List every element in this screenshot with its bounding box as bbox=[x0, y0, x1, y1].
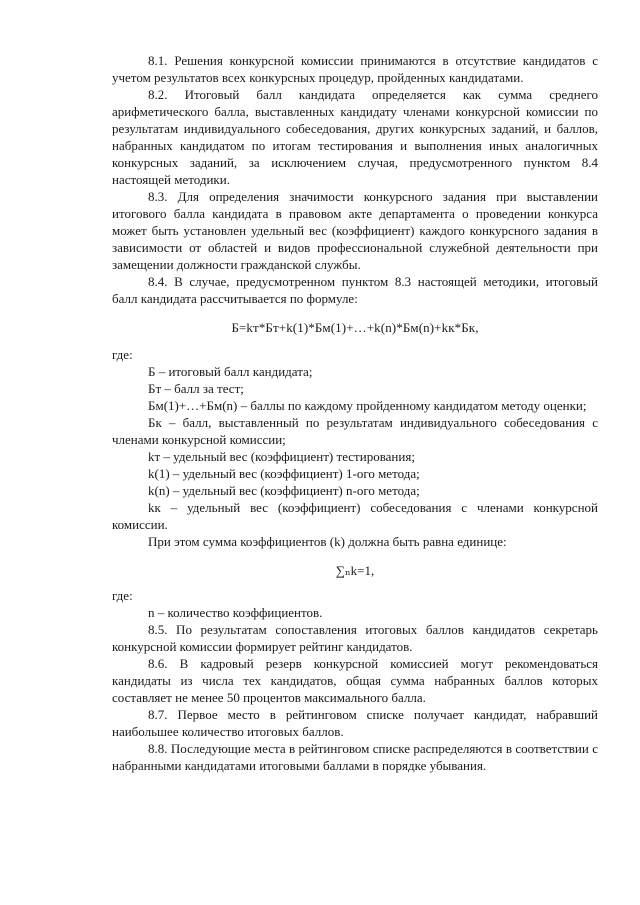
clause-8-4: 8.4. В случае, предусмотренном пунктом 8.3 настоящей методики, итоговый балл кандидата рассчитывается по формуле: bbox=[112, 274, 598, 306]
definition-test-weight: kт – удельный вес (коэффициент) тестирования; bbox=[148, 449, 415, 464]
clause-8-8: 8.8. Последующие места в рейтинговом списке распределяются в соответствии с набранными кандидатами итоговыми баллами в порядке убывания. bbox=[112, 741, 598, 773]
document-page bbox=[112, 52, 598, 774]
clause-8-2: 8.2. Итоговый балл кандидата определяется как сумма среднего арифметического балла, выставленных кандидату членами конкурсной комиссии по результатам индивидуального собеседования, других конкурсных заданий, и баллов, набранных кандидатом по итогам тестирования и выполнения иных аналогичных конкурсных заданий, за исключением случая, предусмотренного пунктом 8.4 настоящей методики. bbox=[112, 87, 598, 187]
where-label-2: где: bbox=[112, 588, 133, 603]
sum-note: При этом сумма коэффициентов (k) должна быть равна единице: bbox=[148, 534, 507, 549]
definition-total-score: Б – итоговый балл кандидата; bbox=[148, 364, 313, 379]
definition-interview-score: Бк – балл, выставленный по результатам индивидуального собеседования с членами конкурсной комиссии; bbox=[112, 415, 598, 447]
definition-interview-weight: kк – удельный вес (коэффициент) собеседования с членами конкурсной комиссии. bbox=[112, 500, 598, 532]
definition-methodn-weight: k(n) – удельный вес (коэффициент) n-ого метода; bbox=[148, 483, 420, 498]
definition-test-score: Бт – балл за тест; bbox=[148, 381, 244, 396]
definition-method-scores: Бм(1)+…+Бм(n) – баллы по каждому пройденному кандидатом методу оценки; bbox=[148, 398, 587, 413]
definition-method1-weight: k(1) – удельный вес (коэффициент) 1-ого метода; bbox=[148, 466, 420, 481]
clause-8-5: 8.5. По результатам сопоставления итоговых баллов кандидатов секретарь конкурсной комиссии формирует рейтинг кандидатов. bbox=[112, 622, 598, 654]
clause-8-1: 8.1. Решения конкурсной комиссии принимаются в отсутствие кандидатов с учетом результатов всех конкурсных процедур, пройденных кандидатами. bbox=[112, 53, 598, 85]
definition-n: n – количество коэффициентов. bbox=[148, 605, 323, 620]
where-label: где: bbox=[112, 347, 133, 362]
clause-8-3: 8.3. Для определения значимости конкурсного задания при выставлении итогового балла кандидата в правовом акте департамента о проведении конкурса может быть установлен удельный вес (коэффициент) каждого конкурсного задания в зависимости от областей и видов профессиональной служебной деятельности при замещении должности гражданской службы. bbox=[112, 189, 598, 272]
clause-8-6: 8.6. В кадровый резерв конкурсной комиссией могут рекомендоваться кандидаты из числа тех кандидатов, общая сумма набранных баллов которых составляет не менее 50 процентов максимального балла. bbox=[112, 656, 598, 705]
score-formula: Б=kт*Бт+k(1)*Бм(1)+…+k(n)*Бм(n)+kк*Бк, bbox=[231, 320, 479, 335]
sum-formula: ∑ₙk=1, bbox=[335, 563, 375, 578]
clause-8-7: 8.7. Первое место в рейтинговом списке получает кандидат, набравший наибольшее количество итоговых баллов. bbox=[112, 707, 598, 739]
